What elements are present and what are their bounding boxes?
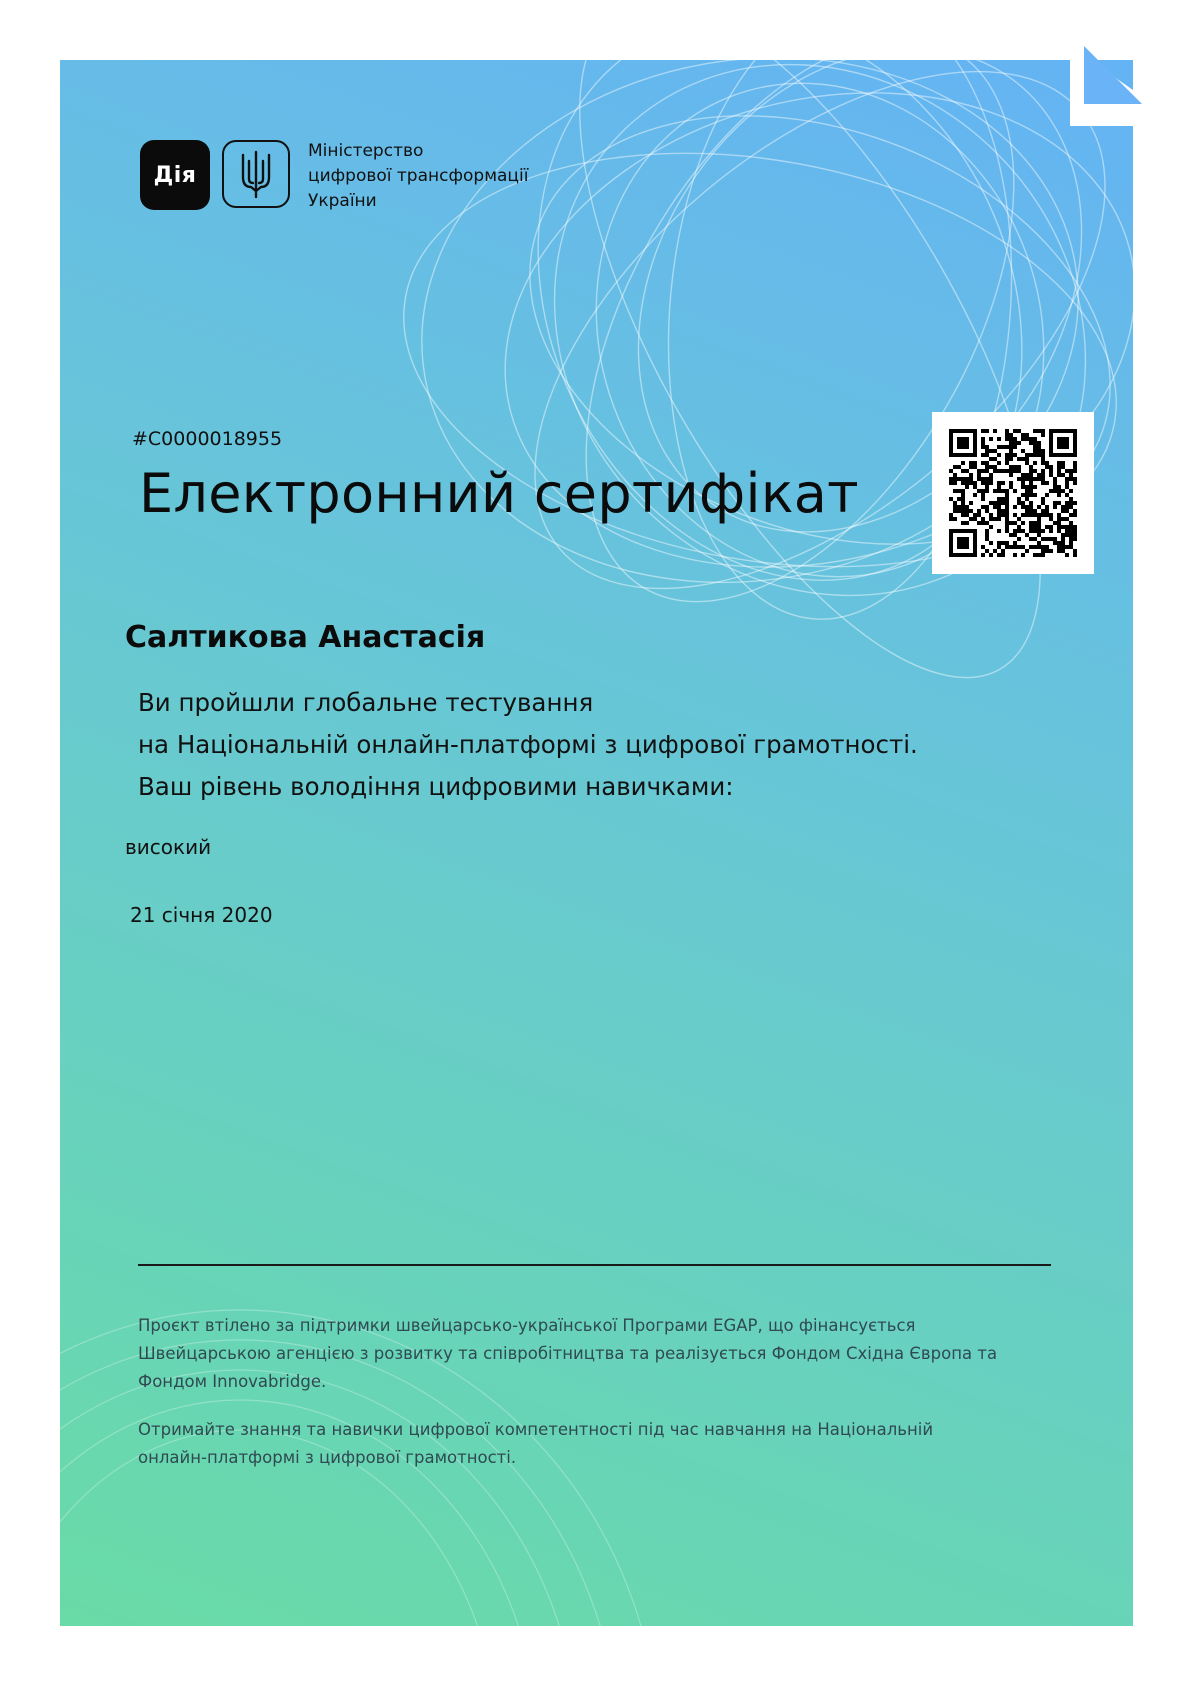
issue-date: 21 січня 2020 (130, 903, 273, 927)
trident-icon (222, 140, 290, 208)
footer-egap-note (138, 1312, 1068, 1396)
footer-learning-note (138, 1416, 1068, 1472)
recipient-name: Салтикова Анастасія (125, 620, 486, 655)
body-line: Ваш рівень володіння цифровими навичками: (138, 772, 734, 801)
certificate-id: #C0000018955 (132, 428, 283, 450)
qr-code-icon (932, 412, 1094, 574)
ministry-line: України (308, 191, 377, 211)
footer-line: Швейцарською агенцією з розвитку та співробітництва та реалізується Фондом Східна Європа та (138, 1344, 998, 1363)
footer-line: онлайн-платформі з цифрової грамотності. (138, 1448, 517, 1467)
ministry-line: цифрової трансформації (308, 166, 529, 186)
body-line: на Національній онлайн-платформі з цифрової грамотності. (138, 730, 918, 759)
body-line: Ви пройшли глобальне тестування (138, 688, 594, 717)
corner-fold-icon (1070, 46, 1150, 126)
ministry-line: Міністерство (308, 141, 424, 161)
divider-line (138, 1264, 1051, 1266)
footer-line: Проєкт втілено за підтримки швейцарсько-української Програми EGAP, що фінансується (138, 1316, 916, 1335)
footer-line: Фондом Innovabridge. (138, 1372, 327, 1391)
skill-level: високий (125, 835, 212, 859)
certificate-body (138, 682, 918, 808)
diia-logo-icon: Дія (140, 140, 210, 210)
certificate-sheet (60, 60, 1133, 1626)
certificate-title: Електронний сертифікат (139, 462, 859, 525)
footer-line: Отримайте знання та навички цифрової компетентності під час навчання на Національній (138, 1420, 934, 1439)
ministry-name (308, 139, 528, 214)
